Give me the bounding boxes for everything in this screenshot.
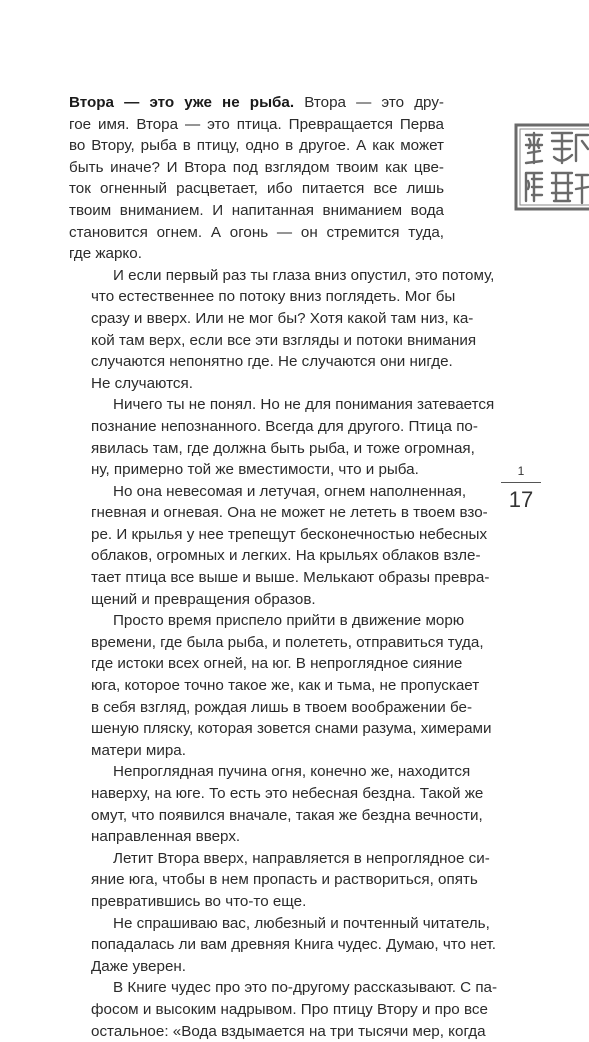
text-line: Не случаются. [91, 374, 193, 392]
page-number-block [496, 462, 546, 513]
text-line: Даже уверен. [91, 957, 186, 975]
text-line: тает птица все выше и выше. Мелькают образы превра- [91, 569, 490, 587]
paragraph-3 [69, 394, 495, 480]
text-line: Ничего ты не понял. Но не для понимания затевается [113, 396, 495, 414]
text-line: шеную пляску, которая зовется снами разума, химерами [91, 720, 492, 738]
page-body [69, 92, 498, 1042]
text-line: облаков, огромных и легких. На крыльях облаков взле- [91, 547, 481, 565]
text-line: в себя взгляд, рождая лишь в твоем воображении бе- [91, 698, 473, 716]
text-line: фосом и высоким надрывом. Про птицу Втору и про все [91, 1000, 488, 1018]
text-line: омут, что появился вначале, такая же бездна вечности, [91, 806, 483, 824]
text-line: В Книге чудес про это по-другому рассказывают. С па- [113, 979, 498, 997]
text-line: Втора — это уже не рыба. Втора — это дру- [69, 94, 444, 111]
text-line: быть иначе? И Втора под взглядом твоим как цве- [69, 158, 444, 176]
text-line: сразу и вверх. Или не мог бы? Хотя какой там низ, ка- [91, 309, 474, 327]
text-line: превратившись во что-то еще. [91, 892, 307, 910]
text-line: попадалась ли вам древняя Книга чудес. Думаю, что нет. [91, 936, 497, 954]
text-line: ток огненный расцветает, ибо питается все лишь [69, 180, 444, 198]
paragraph-6 [69, 761, 484, 847]
text-line: кой там верх, если все эти взгляды и потоки внимания [91, 331, 477, 349]
paragraph-4 [69, 481, 490, 611]
paragraph-9 [69, 977, 498, 1042]
text-line: наверху, на юге. То есть это небесная бездна. Такой же [91, 785, 484, 802]
text-line: остальное: «Вода вздымается на три тысячи мер, когда [91, 1022, 486, 1040]
text-line: твоим вниманием. И напитанная вниманием вода [69, 201, 444, 219]
text-line: гое имя. Втора — это птица. Превращается Перва [69, 115, 444, 133]
text-line: становится огнем. А огонь — он стремится туда, [69, 223, 444, 241]
chinese-seal-icon [512, 121, 589, 213]
text-line: времени, где была рыба, и полететь, отправиться туда, [91, 633, 484, 651]
text-line: где жарко. [69, 245, 142, 263]
paragraph-2 [69, 265, 495, 395]
text-line: ну, примерно той же вместимости, что и рыба. [91, 461, 419, 479]
text-line: яние юга, чтобы в нем пропасть и раствориться, опять [91, 871, 478, 889]
text-line: щений и превращения образов. [91, 590, 316, 608]
page-number: 17 [508, 487, 534, 512]
text-line: Но она невесомая и летучая, огнем наполненная, [113, 482, 467, 500]
paragraph-1 [69, 92, 444, 265]
text-line: случаются непонятно где. Не случаются они нигде. [91, 353, 453, 371]
text-line: Просто время приспело прийти в движение морю [113, 612, 465, 630]
text-line: Непроглядная пучина огня, конечно же, находится [113, 763, 471, 781]
text-line: Не спрашиваю вас, любезный и почтенный читатель, [113, 914, 490, 932]
text-line: ре. И крылья у нее трепещут бесконечностью небесных [91, 525, 488, 543]
text-line: И если первый раз ты глаза вниз опустил, это потому, [113, 266, 495, 284]
lead-phrase: Втора — это уже не рыба. [69, 94, 295, 111]
paragraph-7 [69, 848, 490, 913]
page-number-divider [501, 482, 541, 483]
text-line: явилась там, где должна быть рыба, и тоже огромная, [91, 439, 475, 457]
text-line: гневная и огневая. Она не может не лететь в твоем взо- [91, 504, 488, 522]
text-line: юга, которое точно такое же, как и тьма, не пропускает [91, 677, 480, 695]
text-line: во Втору, рыба в птицу, одно в другое. А как может [69, 137, 444, 155]
paragraph-5 [69, 610, 492, 761]
text-line: матери мира. [91, 741, 186, 759]
text-line: познание непознанного. Всегда для другого. Птица по- [91, 417, 478, 435]
text-line: что естественнее по потоку вниз поглядеть. Мог бы [91, 288, 456, 306]
text-line: где истоки всех огней, на юг. В непроглядное сияние [91, 655, 463, 673]
text-line: направленная вверх. [91, 828, 241, 846]
text-line: Летит Втора вверх, направляется в непроглядное си- [113, 849, 490, 867]
chapter-number: 1 [517, 464, 525, 478]
paragraph-8 [69, 913, 497, 978]
